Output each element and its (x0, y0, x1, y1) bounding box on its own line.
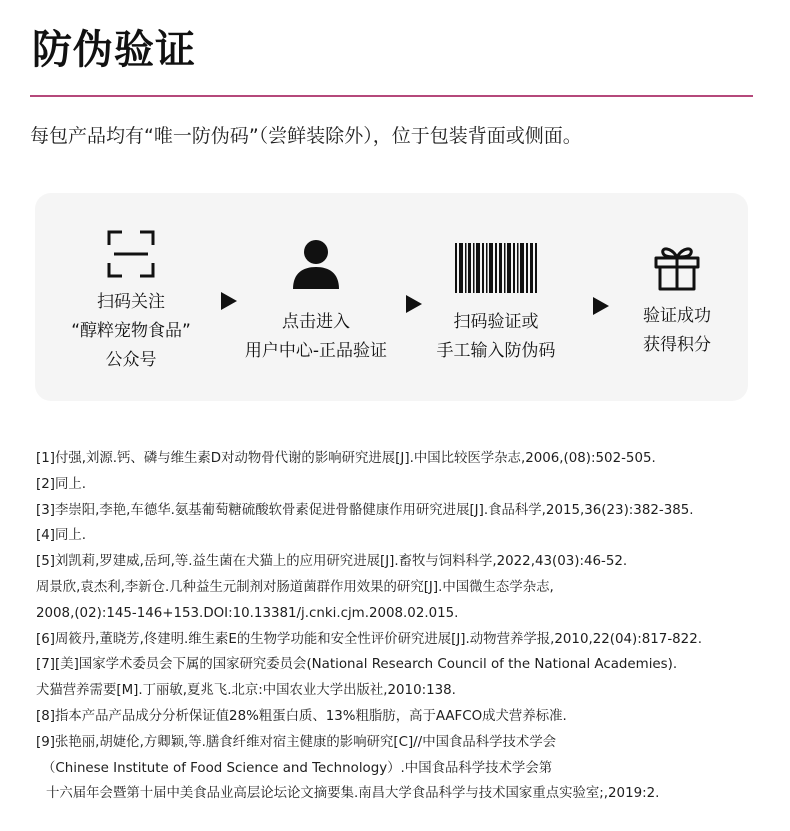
step-label-line: 点击进入 (282, 312, 350, 332)
step-label-line: 获得积分 (643, 335, 711, 355)
step-label-line: 用户中心-正品验证 (244, 341, 388, 361)
scan-frame-icon (106, 229, 156, 279)
step-scan-follow (53, 229, 209, 375)
step-user-center (231, 239, 401, 366)
reference-line: [2]同上. (36, 476, 87, 492)
title-divider (30, 95, 753, 97)
reference-line: （Chinese Institute of Food Science and Technology）.中国食品科学技术学会第 (42, 760, 553, 776)
step-label-line: 扫码关注 (97, 292, 165, 312)
intro-text: 每包产品均有“唯一防伪码”（尝鲜装除外），位于包装背面或侧面。 (30, 125, 582, 147)
step-verify-code (421, 243, 571, 366)
gift-icon (653, 243, 701, 291)
reference-line: 2008,(02):145-146+153.DOI:10.13381/j.cnki.cjm.2008.02.015. (36, 605, 459, 621)
reference-line: 犬猫营养需要[M].丁丽敏,夏兆飞.北京:中国农业大学出版社,2010:138. (36, 683, 456, 699)
references-list (36, 446, 776, 807)
reference-line: 十六届年会暨第十届中美食品业高层论坛论文摘要集.南昌大学食品科学与技术国家重点实验室;,2019:2. (46, 786, 660, 802)
reference-line: [4]同上. (36, 528, 87, 544)
reference-line: [6]周筱丹,董晓芳,佟建明.维生素E的生物学功能和安全性评价研究进展[J].动物营养学报,2010,22(04):817-822. (36, 631, 702, 647)
step-label-line: 手工输入防伪码 (436, 341, 556, 361)
arrow-right-icon (593, 297, 609, 315)
user-icon (291, 239, 341, 289)
arrow-right-icon (406, 295, 422, 313)
reference-line: [5]刘凯莉,罗建威,岳珂,等.益生菌在犬猫上的应用研究进展[J].畜牧与饲料科学,2022,43(03):46-52. (36, 554, 628, 570)
step-label-line: 验证成功 (643, 306, 711, 326)
reference-line: [7][美]国家学术委员会下属的国家研究委员会(National Research Council of the National Academies). (36, 657, 678, 673)
reference-line: [3]李崇阳,李艳,车德华.氨基葡萄糖硫酸软骨素促进骨骼健康作用研究进展[J].食品科学,2015,36(23):382-385. (36, 502, 694, 518)
barcode-icon (455, 243, 537, 293)
page-title: 防伪验证 (32, 27, 196, 73)
reference-line: 周景欣,袁杰利,李新仓.几种益生元制剂对肠道菌群作用效果的研究[J].中国微生态学杂志, (36, 579, 554, 595)
step-label-line: 公众号 (105, 350, 157, 370)
step-label-line: 扫码验证或 (453, 312, 539, 332)
verification-steps-card (35, 193, 748, 401)
step-success-points (618, 243, 736, 360)
step-label-line: “醇粹宠物食品” (71, 321, 191, 341)
reference-line: [8]指本产品产品成分分析保证值28%粗蛋白质、13%粗脂肪，高于AAFCO成犬营养标准. (36, 708, 567, 724)
reference-line: [9]张艳丽,胡婕伦,方卿颖,等.膳食纤维对宿主健康的影响研究[C]//中国食品科学技术学会 (36, 734, 557, 750)
reference-line: [1]付强,刘源.钙、磷与维生素D对动物骨代谢的影响研究进展[J].中国比较医学杂志,2006,(08):502-505. (36, 451, 656, 466)
